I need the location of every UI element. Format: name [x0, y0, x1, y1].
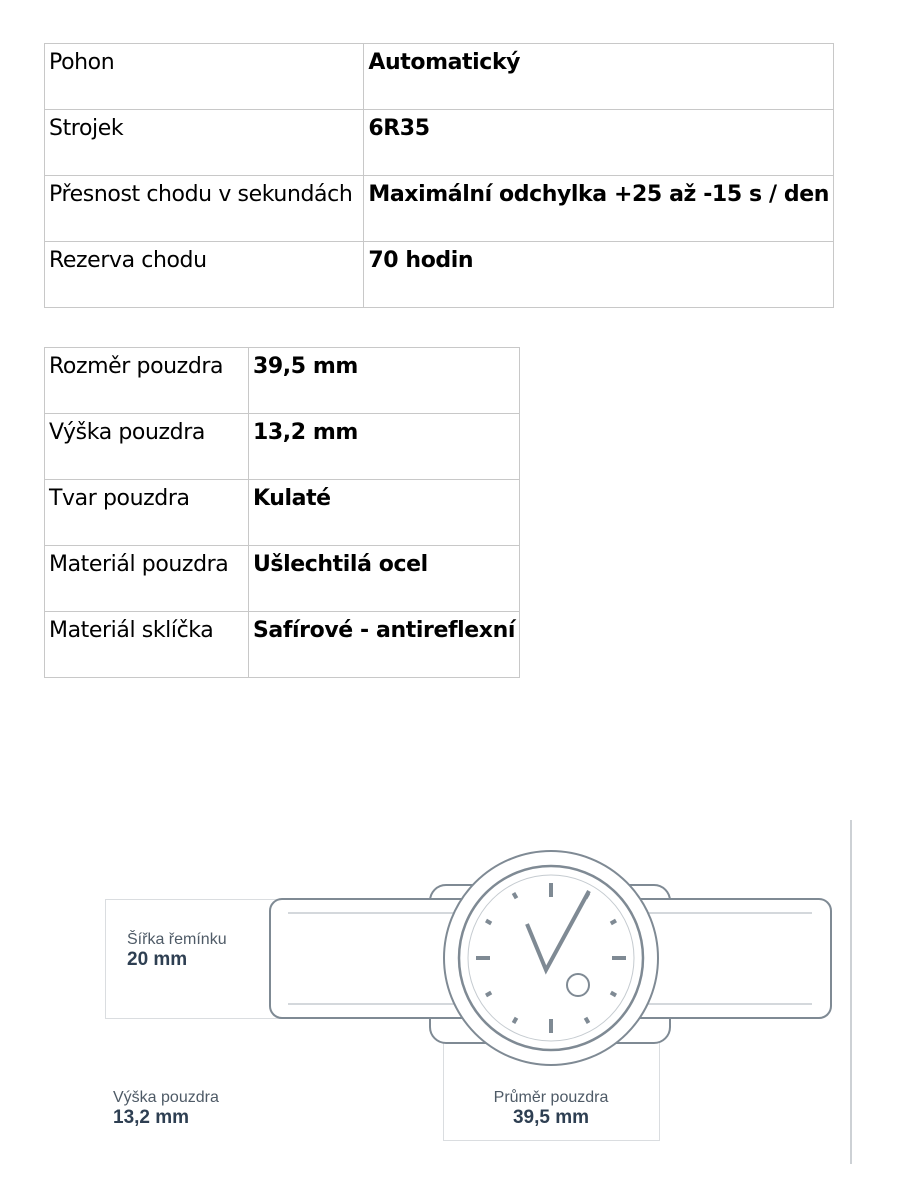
spec-label: Pohon	[45, 44, 364, 110]
case-diameter-value: 39,5 mm	[512, 1107, 590, 1128]
spec-value: Safírové - antireflexní	[248, 612, 519, 678]
strap-width-caption: Šířka řemínku	[127, 931, 227, 948]
case-diameter-label	[443, 1088, 659, 1128]
table-row	[45, 480, 520, 546]
table-row	[45, 546, 520, 612]
spec-value: 6R35	[364, 110, 834, 176]
spec-value: Ušlechtilá ocel	[248, 546, 519, 612]
table-row	[45, 176, 834, 242]
spec-label: Strojek	[45, 110, 364, 176]
spec-value: 70 hodin	[364, 242, 834, 308]
spec-value: Kulaté	[248, 480, 519, 546]
table-row	[45, 44, 834, 110]
spec-value: 39,5 mm	[248, 348, 519, 414]
case-diameter-caption: Průměr pouzdra	[493, 1089, 609, 1106]
small-seconds-subdial	[567, 974, 589, 996]
spec-label: Materiál pouzdra	[45, 546, 249, 612]
spec-label: Materiál sklíčka	[45, 612, 249, 678]
table-row	[45, 414, 520, 480]
case-height-label	[113, 1088, 219, 1128]
strap-width-value: 20 mm	[127, 949, 188, 970]
spec-label: Rozměr pouzdra	[45, 348, 249, 414]
strap-width-label	[127, 930, 227, 970]
spec-label: Přesnost chodu v sekundách	[45, 176, 364, 242]
spec-value: 13,2 mm	[248, 414, 519, 480]
spec-label: Tvar pouzdra	[45, 480, 249, 546]
spec-value: Maximální odchylka +25 až -15 s / den	[364, 176, 834, 242]
spec-label: Výška pouzdra	[45, 414, 249, 480]
movement-spec-table	[44, 43, 834, 308]
watch-dimensions-diagram	[0, 820, 913, 1180]
table-row	[45, 612, 520, 678]
table-row	[45, 348, 520, 414]
case-height-caption: Výška pouzdra	[113, 1089, 219, 1106]
spec-label: Rezerva chodu	[45, 242, 364, 308]
case-height-value: 13,2 mm	[113, 1107, 190, 1128]
table-row	[45, 242, 834, 308]
spec-value: Automatický	[364, 44, 834, 110]
table-row	[45, 110, 834, 176]
case-spec-table	[44, 347, 520, 678]
